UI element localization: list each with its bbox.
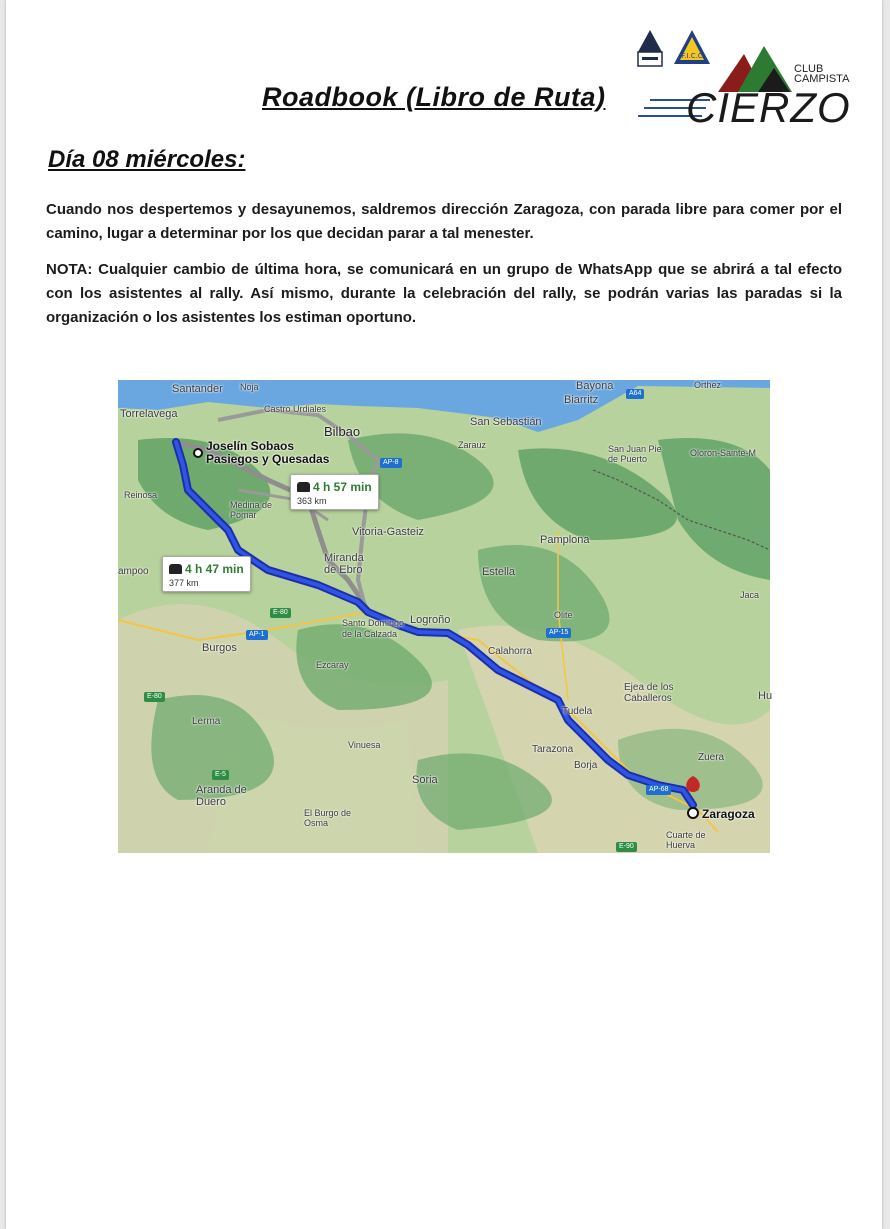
place-olite: Olite [554, 610, 573, 620]
road-badge-ap15: AP-15 [546, 628, 571, 638]
place-estella: Estella [482, 566, 516, 578]
route-alt-info[interactable] [290, 474, 379, 510]
section-heading: Día 08 miércoles: [48, 146, 246, 173]
place-zarauz: Zarauz [458, 440, 487, 450]
place-jaca: Jaca [740, 590, 760, 600]
club-line1: CLUB [794, 63, 824, 75]
place-torrelavega: Torrelavega [120, 408, 178, 420]
place-logrono: Logroño [410, 614, 451, 626]
paragraph-note: NOTA: Cualquier cambio de última hora, se comunicará en un grupo de WhatsApp que se abrirá a tal efecto con los asistentes al rally. Así mismo, durante la celebración del rally, se podrán varias las paradas si la organización o los asistentes los estiman oportuno. [46, 261, 842, 326]
place-noja: Noja [240, 382, 259, 392]
place-santander: Santander [172, 383, 223, 395]
place-vitoria: Vitoria-Gasteiz [352, 526, 424, 538]
route-alt-distance: 363 km [297, 496, 327, 506]
paragraph-itinerary: Cuando nos despertemos y desayunemos, saldremos dirección Zaragoza, con parada libre para comer por el camino, lugar a determinar por los que decidan parar a tal menester. [46, 201, 842, 242]
road-badge-ap8: AP-8 [380, 458, 402, 468]
origin-line1: Joselín Sobaos [206, 439, 295, 453]
place-hu: Hu [758, 690, 773, 702]
road-badge-a64: A64 [626, 389, 644, 399]
origin-line2: Pasiegos y Quesadas [206, 452, 330, 466]
place-pamplona: Pamplona [540, 534, 590, 546]
club-line2: CAMPISTA [794, 73, 850, 85]
place-miranda: Miranda de Ebro [324, 552, 364, 576]
place-orthez: Orthez [694, 380, 722, 390]
road-badge-ap1: AP-1 [246, 630, 268, 640]
place-aranda: Aranda de Duero [196, 784, 247, 808]
svg-text:F.I.C.C: F.I.C.C [681, 52, 703, 60]
place-calahorra: Calahorra [488, 646, 532, 657]
place-tudela: Tudela [562, 706, 593, 717]
place-ampoo: ampoo [118, 566, 149, 577]
place-vinuesa: Vinuesa [348, 740, 381, 750]
place-ejea: Ejea de los Caballeros [624, 682, 674, 704]
page-title: Roadbook (Libro de Ruta) [262, 82, 606, 112]
place-lerma: Lerma [192, 716, 221, 727]
place-soria: Soria [412, 774, 438, 786]
place-reinosa: Reinosa [124, 490, 158, 500]
club-name: CIERZO [686, 84, 851, 131]
place-burgos: Burgos [202, 642, 237, 654]
place-cuarte: Cuarte de Huerva [666, 830, 706, 850]
place-santodomingo: Santo Domingo de la Calzada [342, 618, 405, 639]
car-icon [169, 564, 182, 574]
road-badge-e80-west: E-80 [144, 692, 165, 702]
route-main-distance: 377 km [169, 578, 199, 588]
place-burgo: El Burgo de Osma [304, 808, 352, 828]
road-badge-ap68: AP-68 [646, 785, 671, 795]
place-bilbao: Bilbao [324, 424, 361, 439]
place-castro: Castro Urdiales [264, 404, 327, 414]
place-borja: Borja [574, 760, 598, 771]
document-page [6, 0, 882, 1229]
place-bayona: Bayona [576, 380, 614, 392]
club-logos [626, 26, 856, 136]
place-medina: Medina de Pomar [230, 500, 273, 520]
route-map [118, 380, 773, 853]
car-icon [297, 482, 310, 492]
place-ezcaray: Ezcaray [316, 660, 349, 670]
route-alt-time: 4 h 57 min [313, 480, 372, 494]
road-badge-e90: E-90 [616, 842, 637, 852]
origin-label [206, 440, 329, 466]
place-sanjuan: San Juan Pie de Puerto [608, 444, 662, 464]
destination-label: Zaragoza [702, 807, 755, 821]
route-main-time: 4 h 47 min [185, 562, 244, 576]
road-badge-e5: E-5 [212, 770, 229, 780]
road-badge-e80: E-80 [270, 608, 291, 618]
place-biarritz: Biarritz [564, 394, 599, 406]
route-main-info[interactable] [162, 556, 251, 592]
club-label [794, 64, 854, 84]
place-oloron: Oloron-Sainte-M [690, 448, 757, 458]
place-zuera: Zuera [698, 752, 725, 763]
place-sansebastian: San Sebastián [470, 416, 542, 428]
place-tarazona: Tarazona [532, 744, 574, 755]
